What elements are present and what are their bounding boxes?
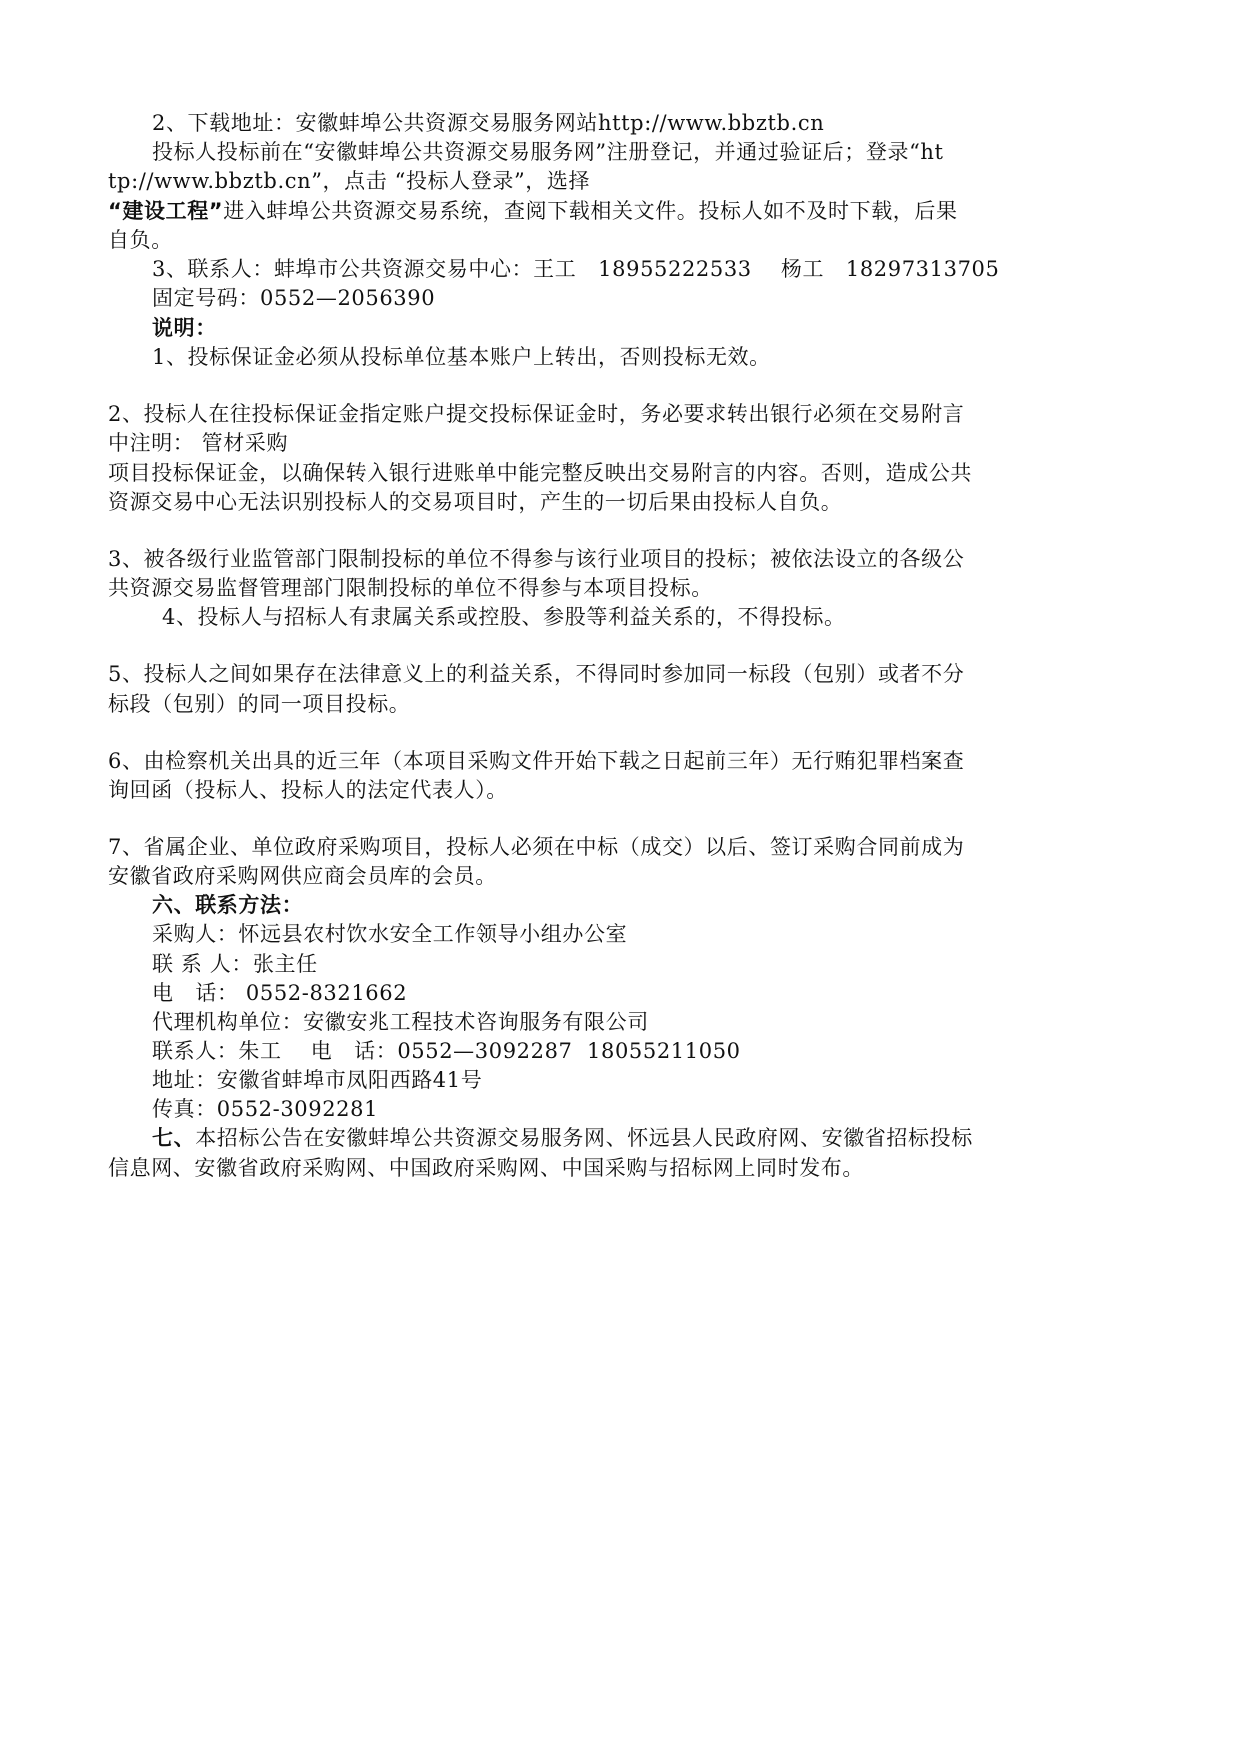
publish-text-1: 本招标公告在安徽蚌埠公共资源交易服务网、怀远县人民政府网、安徽省招标投标: [195, 1126, 973, 1150]
contact-phone: 电 话： 0552-8321662: [152, 981, 408, 1005]
contact-person: 联 系 人：张主任: [152, 952, 318, 976]
note-7-line-1: 7、省属企业、单位政府采购项目，投标人必须在中标（成交）以后、签订采购合同前成为: [108, 835, 965, 859]
note-1: 1、投标保证金必须从投标单位基本账户上转出，否则投标无效。: [152, 345, 771, 369]
note-2-line-3: 项目投标保证金，以确保转入银行进账单中能完整反映出交易附言的内容。否则，造成公共: [108, 461, 972, 485]
download-heading: 2、下载地址：安徽蚌埠公共资源交易服务网站http://www.bbztb.cn: [152, 111, 825, 135]
contact-agency: 代理机构单位：安徽安兆工程技术咨询服务有限公司: [152, 1010, 649, 1034]
download-line-2: tp://www.bbztb.cn”，点击 “投标人登录”，选择: [108, 169, 591, 193]
contact-center-line-2: 固定号码：0552—2056390: [152, 286, 436, 310]
note-2-line-2: 中注明： 管材采购: [108, 431, 289, 455]
note-3-line-2: 共资源交易监督管理部门限制投标的单位不得参与本项目投标。: [108, 576, 713, 600]
contact-agency-person: 联系人：朱工 电 话：0552—3092287 18055211050: [152, 1039, 741, 1063]
download-line-1: 投标人投标前在“安徽蚌埠公共资源交易服务网”注册登记，并通过验证后；登录“ht: [152, 140, 944, 164]
note-6-line-2: 询回函（投标人、投标人的法定代表人）。: [108, 778, 508, 802]
note-5-line-1: 5、投标人之间如果存在法律意义上的利益关系，不得同时参加同一标段（包别）或者不分: [108, 662, 965, 686]
construction-label: “建设工程”: [108, 199, 224, 223]
publish-line-2: 信息网、安徽省政府采购网、中国政府采购网、中国采购与招标网上同时发布。: [108, 1156, 864, 1180]
note-7-line-2: 安徽省政府采购网供应商会员库的会员。: [108, 864, 497, 888]
contact-fax: 传真：0552-3092281: [152, 1097, 379, 1121]
publish-line-1: [152, 1123, 1241, 1153]
contact-title: 六、联系方法：: [152, 893, 304, 917]
note-2-line-1: 2、投标人在往投标保证金指定账户提交投标保证金时，务必要求转出银行必须在交易附言: [108, 402, 965, 426]
note-3-line-1: 3、被各级行业监管部门限制投标的单位不得参与该行业项目的投标；被依法设立的各级公: [108, 547, 965, 571]
publish-label: 七、: [152, 1126, 196, 1150]
contact-center-line-1: 3、联系人：蚌埠市公共资源交易中心：王工 18955222533 杨工 18297313705: [152, 257, 1000, 281]
notes-title: 说明：: [152, 316, 217, 340]
note-6-line-1: 6、由检察机关出具的近三年（本项目采购文件开始下载之日起前三年）无行贿犯罪档案查: [108, 749, 965, 773]
download-line-3-rest: 进入蚌埠公共资源交易系统，查阅下载相关文件。投标人如不及时下载，后果: [223, 199, 958, 223]
download-line-4: 自负。: [108, 228, 173, 252]
download-line-3: [108, 196, 1241, 226]
contact-buyer: 采购人：怀远县农村饮水安全工作领导小组办公室: [152, 922, 628, 946]
contact-address: 地址：安徽省蚌埠市凤阳西路41号: [152, 1068, 483, 1092]
note-5-line-2: 标段（包别）的同一项目投标。: [108, 692, 411, 716]
note-2-line-4: 资源交易中心无法识别投标人的交易项目时，产生的一切后果由投标人自负。: [108, 490, 843, 514]
note-4: 4、投标人与招标人有隶属关系或控股、参股等利益关系的，不得投标。: [162, 605, 846, 629]
